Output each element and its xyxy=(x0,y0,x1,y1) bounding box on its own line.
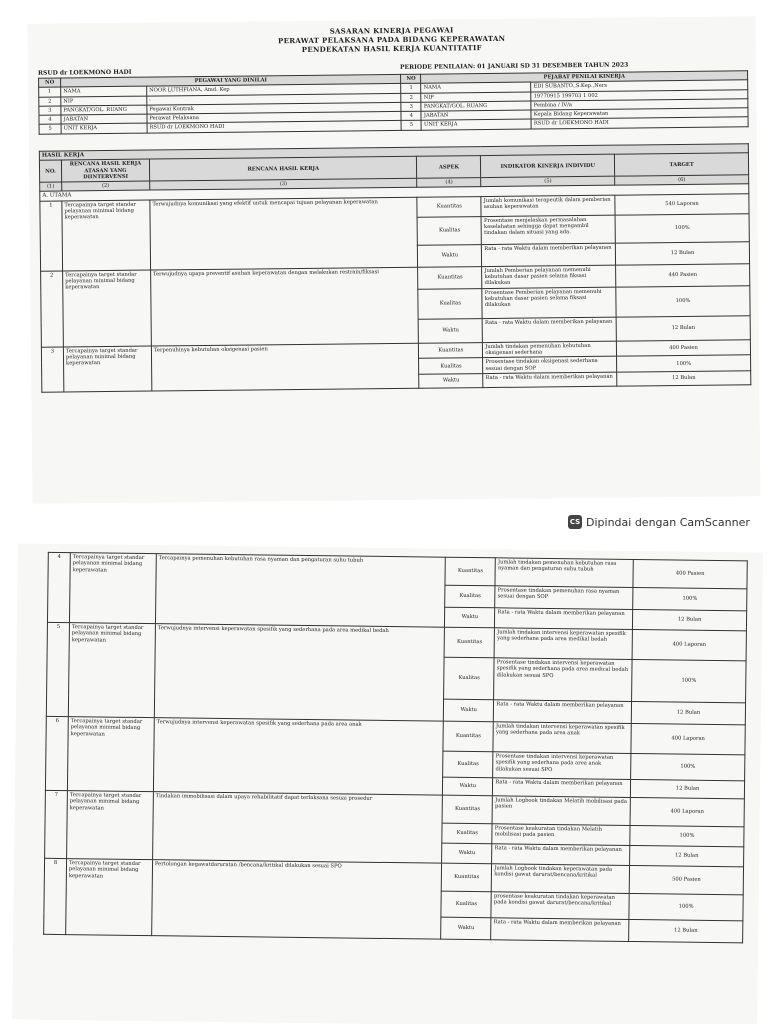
hasil-kerja-table-page2 xyxy=(43,552,748,944)
aspect-indikator: Rata - rata Waktu dalam memberikan pelayanan xyxy=(494,700,632,724)
aspect-target: 400 Pasien xyxy=(633,559,747,588)
aspect-aspek: Kuantitas xyxy=(442,863,492,892)
item-atasan: Tercapainya target standar pelayanan minimal bidang keperawatan xyxy=(62,200,151,271)
aspect-aspek: Kuantitas xyxy=(444,627,494,658)
col-no2: NO xyxy=(401,74,421,84)
identity-cell-no2: 5 xyxy=(401,121,421,131)
identity-table xyxy=(38,70,749,134)
th-indikator: INDIKATOR KINERJA INDIVIDU xyxy=(481,154,615,177)
aspect-target: 400 Laporan xyxy=(630,797,744,826)
item-atasan: Tercapainya target standar pelayanan minimal bidang keperawatan xyxy=(66,859,153,936)
identity-cell-no: 5 xyxy=(39,124,61,134)
aspect-target: 12 Bulan xyxy=(633,609,747,630)
identity-cell-label2: NIP xyxy=(421,92,531,102)
aspect-indikator: Rata - rata Waktu dalam memberikan pelayanan xyxy=(491,918,629,942)
hasil-kerja-label: HASIL KERJA xyxy=(39,144,748,161)
aspect-target: 100% xyxy=(629,893,743,920)
aspect-aspek: Waktu xyxy=(441,917,491,940)
item-no: 1 xyxy=(40,201,63,271)
identity-cell-value2: Kepala Bidang Keperawatan xyxy=(531,108,748,120)
identity-cell-label2: JABATAN xyxy=(421,110,531,120)
hasil-kerja-table-page1 xyxy=(39,143,751,392)
identity-cell-label: NIP xyxy=(61,96,147,106)
aspect-aspek: Kualitas xyxy=(441,891,491,918)
col-number-1: (1) xyxy=(40,182,62,192)
aspect-indikator: Prosentase Pemberian pelayanan memenuhi kebutuhan dasar pasien selama fiksasi dilakukan xyxy=(482,287,616,318)
aspect-target: 400 Laporan xyxy=(632,629,746,660)
aspect-indikator: Prosentase keakuratan tindakan Melatih mobilisasi pada pasien xyxy=(492,824,630,846)
identity-cell-no: 1 xyxy=(39,87,61,97)
identity-cell-no: 4 xyxy=(39,115,61,125)
aspect-indikator: Jumlah tindakan pemenuhan kebutuhan oksigenasi sederhana xyxy=(483,341,617,358)
col-pejabat: PEJABAT PENILAI KINERJA xyxy=(421,71,748,84)
identity-cell-no2: 3 xyxy=(401,102,421,112)
aspect-aspek: Kuantitas xyxy=(443,721,493,752)
item-rhk: Terwujudnya upaya preventif asuhan keperawatan dengan melakukan restrain/fiksasi xyxy=(150,267,418,346)
item-no: 6 xyxy=(45,716,68,790)
aspect-aspek: Waktu xyxy=(419,318,483,343)
item-rhk: Tercapainya pemenuhan kebutuhan rasa nyaman dan pengaturan suhu tubuh xyxy=(155,554,445,628)
aspect-target: 12 Bulan xyxy=(629,919,743,942)
document-header xyxy=(28,22,756,57)
item-atasan: Tercapainya target standar pelayanan minimal bidang keperawatan xyxy=(63,270,152,347)
table-row xyxy=(48,552,747,589)
identity-cell-value2: Pembina / IV/a xyxy=(531,99,748,111)
aspect-target: 12 Bulan xyxy=(616,316,750,341)
camscanner-watermark xyxy=(568,515,750,529)
aspect-target: 100% xyxy=(617,355,751,372)
aspect-indikator: Prosentase tindakan pemenuhan rasa nyaman sesuai dengan SOP xyxy=(495,586,633,610)
aspect-indikator: Rata - rata Waktu dalam memberikan pelayanan xyxy=(495,608,633,630)
aspect-indikator: Jumlah komunikasi terapeutik dalam pemberian asuhan keperawatan xyxy=(481,195,615,216)
th-aspek: ASPEK xyxy=(417,156,481,179)
aspect-indikator: Rata - rata Waktu dalam memberikan pelayanan xyxy=(492,844,630,866)
item-rhk: Terpenuhinya kebutuhan oksigenasi pasien xyxy=(151,343,419,391)
aspect-target: 100% xyxy=(630,825,744,846)
aspect-target: 100% xyxy=(616,286,750,317)
identity-cell-label2: NAMA xyxy=(421,82,531,92)
item-no: 4 xyxy=(47,552,70,622)
aspect-aspek: Kualitas xyxy=(442,823,492,844)
item-rhk: Terwujudnya intervensi keperawatan spesifik yang sederhana pada area medikal bedah xyxy=(154,624,445,722)
aspect-indikator: Jumlah Logbook tindakan Melatih mobilisasi pada pasien xyxy=(492,796,630,826)
item-atasan: Tercapainya target standar pelayanan minimal bidang keperawatan xyxy=(67,717,154,792)
identity-cell-label2: UNIT KERJA xyxy=(421,120,531,130)
th-rhk: RENCANA HASIL KERJA xyxy=(149,157,417,182)
identity-cell-label: JABATAN xyxy=(61,114,147,124)
identity-cell-label: NAMA xyxy=(61,86,147,96)
aspect-indikator: Jumlah Logbook tindakan keperawatan pada kondisi gawat darurat/bencana/kritikal xyxy=(492,864,630,894)
aspect-indikator: Jumlah tindakan intervensi keperawatan spesifik yang sederhana pada area anak xyxy=(493,722,631,754)
header-subtitle-2: PENDEKATAN HASIL KERJA KUANTITATIF xyxy=(301,43,482,54)
document-page-1 xyxy=(28,16,761,504)
identity-cell-value: - xyxy=(147,93,402,105)
aspect-target: 12 Bulan xyxy=(631,779,745,798)
item-atasan: Tercapainya target standar pelayanan minimal bidang keperawatan xyxy=(63,346,151,392)
document-page-2 xyxy=(12,543,763,1024)
header-subtitle: PERAWAT PELAKSANA PADA BIDANG KEPERAWATAN xyxy=(277,33,506,46)
aspect-target: 440 Pasien xyxy=(616,264,750,287)
th-target: TARGET xyxy=(615,153,749,176)
item-no: 8 xyxy=(44,858,67,934)
aspect-indikator: Prosentase menjelaskan permasalahan keselahatan sehingga dapat mengambil tindakan dalam situasi yang ada. xyxy=(481,215,615,244)
aspect-aspek: Kuantitas xyxy=(418,266,482,289)
aspect-target: 400 Laporan xyxy=(631,723,745,754)
item-rhk: Pertolongan kegawatdaruratan /bencana/kritikal dilakukan sesuai SPO xyxy=(152,860,442,940)
identity-cell-value2: RSUD dr LOEKMONO HADI xyxy=(531,117,748,129)
identity-cell-no: 2 xyxy=(39,97,61,107)
col-no: NO xyxy=(39,78,61,88)
identity-cell-label: UNIT KERJA xyxy=(61,124,147,134)
identity-cell-no: 3 xyxy=(39,106,61,116)
aspect-target: 100% xyxy=(632,659,746,702)
aspect-indikator: Rata - rata Waktu dalam memberikan pelayanan xyxy=(482,243,616,266)
aspect-aspek: Kuantitas xyxy=(417,196,481,217)
aspect-indikator: Prosentase tindakan intervensi keperawatan spesifik yang sederhana pada area anak dilakukan sesuai SPO xyxy=(493,752,631,780)
identity-cell-label2: PANGKAT/GOL. RUANG xyxy=(421,101,531,111)
item-no: 2 xyxy=(41,271,64,347)
aspect-aspek: Kuantitas xyxy=(442,795,492,824)
col-number-6: (6) xyxy=(615,175,749,186)
hasil-kerja-body-page1 xyxy=(40,194,751,393)
aspect-aspek: Kualitas xyxy=(443,751,493,778)
aspect-indikator: Rata - rata Waktu dalam memberikan pelayanan xyxy=(482,317,616,342)
item-no: 5 xyxy=(46,622,69,716)
item-rhk: Tindakan immobilisasi dalam upaya rehabilitatif dapat terlaksana sesuai prosedur xyxy=(152,792,442,864)
identity-cell-value2: EDI SUBANTO.,S.Kep.,Ners xyxy=(531,80,748,92)
col-number-4: (4) xyxy=(417,178,481,188)
item-atasan: Tercapainya target standar pelayanan minimal bidang keperawatan xyxy=(68,623,155,718)
aspect-indikator: Jumlah tindakan pemenuhan kebutuhan rasa nyaman dan pengaturan suhu tubuh xyxy=(495,558,633,588)
identity-cell-value2: 19770915 199703 1 002 xyxy=(531,89,748,101)
th-no: NO. xyxy=(39,160,61,182)
aspect-target: 12 Bulan xyxy=(617,371,751,386)
aspect-target: 540 Laporan xyxy=(615,194,749,215)
aspect-target: 12 Bulan xyxy=(631,701,745,724)
aspect-indikator: Rata - rata Waktu dalam memberikan pelayanan xyxy=(483,372,617,387)
identity-cell-label: PANGKAT/GOL. RUANG xyxy=(61,105,147,115)
hasil-kerja-body-page2 xyxy=(44,552,748,943)
aspect-aspek: Waktu xyxy=(445,607,495,628)
identity-body xyxy=(39,80,748,134)
identity-cell-value: Pegawai Kontrak xyxy=(147,102,402,114)
aspect-aspek: Kualitas xyxy=(444,657,494,700)
aspect-indikator: Prosentase tindakan intervensi keperawatan spesifik yang sederhana pada area medical bedah dilakukan sesuai SPO xyxy=(494,658,632,702)
aspect-target: 100% xyxy=(615,214,749,243)
aspect-indikator: Jumlah Pemberian pelayanan memenuhi kebutuhan dasar pasien selama fiksasi dilakukan xyxy=(482,265,616,288)
aspect-aspek: Waktu xyxy=(443,777,493,796)
identity-cell-no2: 2 xyxy=(401,93,421,103)
identity-cell-value: Perawat Pelaksana xyxy=(147,112,402,124)
camscanner-logo-icon: CS xyxy=(568,515,582,529)
aspect-target: 12 Bulan xyxy=(630,845,744,866)
aspect-indikator: Prosentase tindakan oksigenasi sederhana sesuai dengan SOP xyxy=(483,357,617,374)
aspect-indikator: Jumlah tindakan intervensi keperawatan spesifik yang sederhana pada area medikal bedah xyxy=(494,628,632,660)
aspect-indikator: prosentase keakuratan tindakan keperawatan pada kondisi gawat darurat/bencana/kritikal xyxy=(491,892,629,920)
aspect-aspek: Waktu xyxy=(444,699,494,722)
instansi-label: RSUD dr LOEKMONO HADI xyxy=(37,68,132,77)
identity-cell-value: RSUD dr LOEKMONO HADI xyxy=(147,121,402,133)
periode-label: PERIODE PENILAIAN: 01 JANUARI SD 31 DESEMBER TAHUN 2023 xyxy=(399,61,629,71)
col-number-5: (5) xyxy=(481,176,615,187)
header-title: SASARAN KINERJA PEGAWAI xyxy=(329,25,454,36)
camscanner-text: Dipindai dengan CamScanner xyxy=(586,515,750,529)
aspect-aspek: Kualitas xyxy=(419,358,483,374)
col-pegawai: PEGAWAI YANG DINILAI xyxy=(61,74,402,87)
item-rhk: Terwujudnya intervensi keperawatan spesifik yang sederhana pada area anak xyxy=(153,718,443,796)
aspect-target: 100% xyxy=(631,753,745,780)
aspect-target: 500 Pasien xyxy=(629,865,743,894)
aspect-aspek: Waktu xyxy=(419,374,483,389)
aspect-aspek: Kualitas xyxy=(445,585,495,608)
identity-cell-no2: 1 xyxy=(401,84,421,94)
aspect-target: 100% xyxy=(633,587,747,610)
identity-cell-no2: 4 xyxy=(401,111,421,121)
aspect-aspek: Kuantitas xyxy=(419,342,483,358)
item-rhk: Terwujudnya komunikasi yang efektif untuk mencapai tujuan pelayanan keperawatan xyxy=(150,197,418,270)
aspect-target: 12 Bulan xyxy=(616,242,750,265)
col-number-3: (3) xyxy=(150,178,418,190)
aspect-aspek: Kualitas xyxy=(418,216,482,245)
section-utama: A. UTAMA xyxy=(40,184,749,201)
th-rhk-atasan: RENCANA HASIL KERJA ATASAN YANG DIINTERVENSI xyxy=(61,159,149,182)
aspect-aspek: Kualitas xyxy=(418,288,482,319)
aspect-aspek: Waktu xyxy=(442,843,492,864)
col-number-2: (2) xyxy=(62,181,150,191)
aspect-target: 400 Pasien xyxy=(617,340,751,357)
identity-cell-value: NOOR LUTHFIANA, Amd. Kep xyxy=(147,84,402,96)
item-no: 7 xyxy=(45,790,68,858)
aspect-indikator: Rata - rata Waktu dalam memberikan pelayanan xyxy=(493,778,631,798)
item-no: 3 xyxy=(41,347,63,392)
item-atasan: Tercapainya target standar pelayanan minimal bidang keperawatan xyxy=(69,553,156,624)
item-atasan: Tercapainya target standar pelayanan minimal bidang keperawatan xyxy=(67,791,154,860)
aspect-aspek: Kuantitas xyxy=(445,557,495,586)
aspect-aspek: Waktu xyxy=(418,244,482,267)
